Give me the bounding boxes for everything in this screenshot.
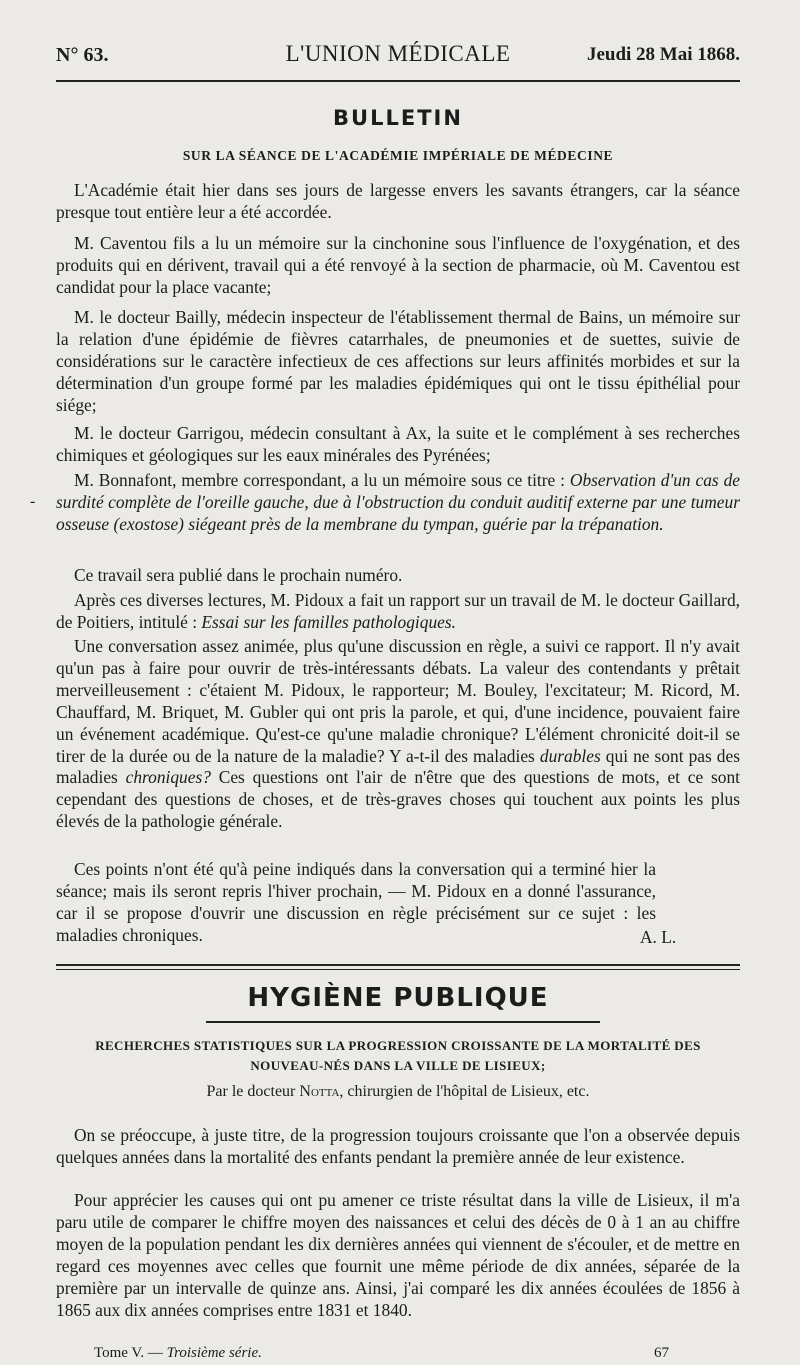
bulletin-paragraph-6: Ce travail sera publié dans le prochain numéro.	[74, 565, 403, 585]
paragraph-text: Une conversation assez animée, plus qu'une discussion en règle, a suivi ce rapport. Il n'y avait qu'un pas à faire pour ouvrir de très-intéressants débats. La valeur des contendants y prêtait merveilleusement : c'étaient M. Pidoux, le rapporteur; M. Bouley, l'excitateur; M. Ricord, M. Chauffard, M. Briquet, M. Gubler qui ont pris la parole, et qui, d'une incidence, pouvaient faire un événement académique. Qu'est-ce qu'une maladie chronique? L'élément chronicité doit-il se tirer de la durée ou de la nature de la maladie? Y a-t-il des maladies	[56, 636, 740, 766]
bulletin-paragraph-9: Ces points n'ont été qu'à peine indiqués dans la conversation qui a terminé hier la séance; mais ils seront repris l'hiver prochain, — M. Pidoux en a donné l'assurance, car il se propose d'ouvrir une discussion en règle précisément sur ce sujet : les maladies chroniques.	[56, 859, 656, 945]
issue-date: Jeudi 28 Mai 1868.	[586, 44, 740, 65]
author-byline	[56, 1083, 740, 1101]
tome-label: Tome V. —	[94, 1345, 167, 1361]
hygiene-paragraph-1: On se préoccupe, à juste titre, de la progression toujours croissante que l'on a observée depuis quelques années dans la mortalité des enfants pendant la première année de leur existence.	[56, 1125, 740, 1167]
emphasis-durables: durables	[539, 745, 601, 766]
bulletin-paragraph-5	[56, 470, 740, 536]
section-rule-top	[56, 964, 740, 966]
hygiene-title-underline	[206, 1021, 600, 1023]
footer-volume	[94, 1345, 262, 1362]
work-title: Essai sur les familles pathologiques.	[201, 611, 456, 632]
hygiene-paragraph-2: Pour apprécier les causes qui ont pu amener ce triste résultat dans la ville de Lisieux, il m'a paru utile de comparer le chiffre moyen des naissances et celui des décès de 0 à 1 an au chiffre moyen de la population pendant les dix dernières années qui viennent de s'écouler, et de mettre en regard ces moyennes avec celles que fournit une même période de dix années, séparée de la première par un intervalle de quinze ans. Ainsi, j'ai comparé les dix années écoulées de 1856 à 1865 aux dix années comprises entre 1831 et 1840.	[56, 1190, 740, 1320]
page-header	[56, 41, 740, 72]
bulletin-paragraph-3: M. le docteur Bailly, médecin inspecteur de l'établissement thermal de Bains, un mémoire sur la relation d'une épidémie de fièvres catarrhales, de pneumonies et de suettes, suivie de considérations sur le caractère infectieux de ces affections sur leurs affinités morbides et sur la détermination d'un groupe formé par les maladies épidémiques qui ont le tissu épithélial pour siége;	[56, 307, 740, 415]
bulletin-paragraph-2: M. Caventou fils a lu un mémoire sur la cinchonine sous l'influence de l'oxygénation, et des produits qui en dérivent, travail qui a été renvoyé à la section de pharmacie, où M. Caventou est candidat pour la place vacante;	[56, 233, 740, 297]
bulletin-title: BULLETIN	[333, 106, 463, 130]
research-title-line-1: RECHERCHES STATISTIQUES SUR LA PROGRESSION CROISSANTE DE LA MORTALITÉ DES	[95, 1038, 701, 1053]
issue-number: N° 63.	[56, 44, 109, 66]
byline-text: Par le docteur	[206, 1083, 300, 1100]
bulletin-paragraph-4: M. le docteur Garrigou, médecin consultant à Ax, la suite et le complément à ses recherches chimiques et géologiques sur les eaux minérales des Pyrénées;	[56, 423, 740, 465]
bulletin-paragraph-7	[56, 590, 740, 634]
serie-label: Troisième série.	[166, 1345, 262, 1361]
margin-mark: -	[30, 493, 36, 510]
bulletin-paragraph-1: L'Académie était hier dans ses jours de largesse envers les savants étrangers, car la séance presque tout entière leur a été accordée.	[56, 180, 740, 222]
page-number: 67	[654, 1345, 669, 1361]
memoir-title: Observation d'un cas de surdité complète de l'oreille gauche, due à l'obstruction du conduit auditif externe par une tumeur osseuse (exostose) siégeant près de la membrane du tympan, guérie par la trépanation.	[56, 470, 740, 534]
bulletin-subtitle: SUR LA SÉANCE DE L'ACADÉMIE IMPÉRIALE DE MÉDECINE	[182, 148, 614, 163]
header-rule	[56, 80, 740, 82]
section-rule-bottom	[56, 969, 740, 970]
paragraph-text: M. Bonnafont, membre correspondant, a lu un mémoire sous ce titre :	[74, 470, 570, 490]
hygiene-title: HYGIÈNE PUBLIQUE	[247, 983, 549, 1013]
journal-title: L'UNION MÉDICALE	[285, 41, 511, 66]
paragraph-text: Après ces diverses lectures, M. Pidoux a fait un rapport sur un travail de M. le docteur Gaillard, de Poitiers, intitulé :	[56, 590, 740, 632]
paragraph-text: Ces questions ont l'air de n'être que des questions de mots, et ce sont cependant des questions de choses, et de très-graves choses qui touchent aux points les plus élevés de la pathologie générale.	[56, 767, 740, 832]
author-name: Notta	[299, 1083, 340, 1100]
byline-text: , chirurgien de l'hôpital de Lisieux, etc.	[339, 1083, 590, 1100]
emphasis-chroniques: chroniques?	[125, 767, 211, 788]
paragraph-text: qui ne sont pas des maladies	[56, 745, 740, 788]
signature: A. L.	[640, 927, 677, 947]
bulletin-paragraph-8	[56, 636, 740, 833]
research-title-line-2: NOUVEAU-NÉS DANS LA VILLE DE LISIEUX;	[250, 1058, 546, 1073]
